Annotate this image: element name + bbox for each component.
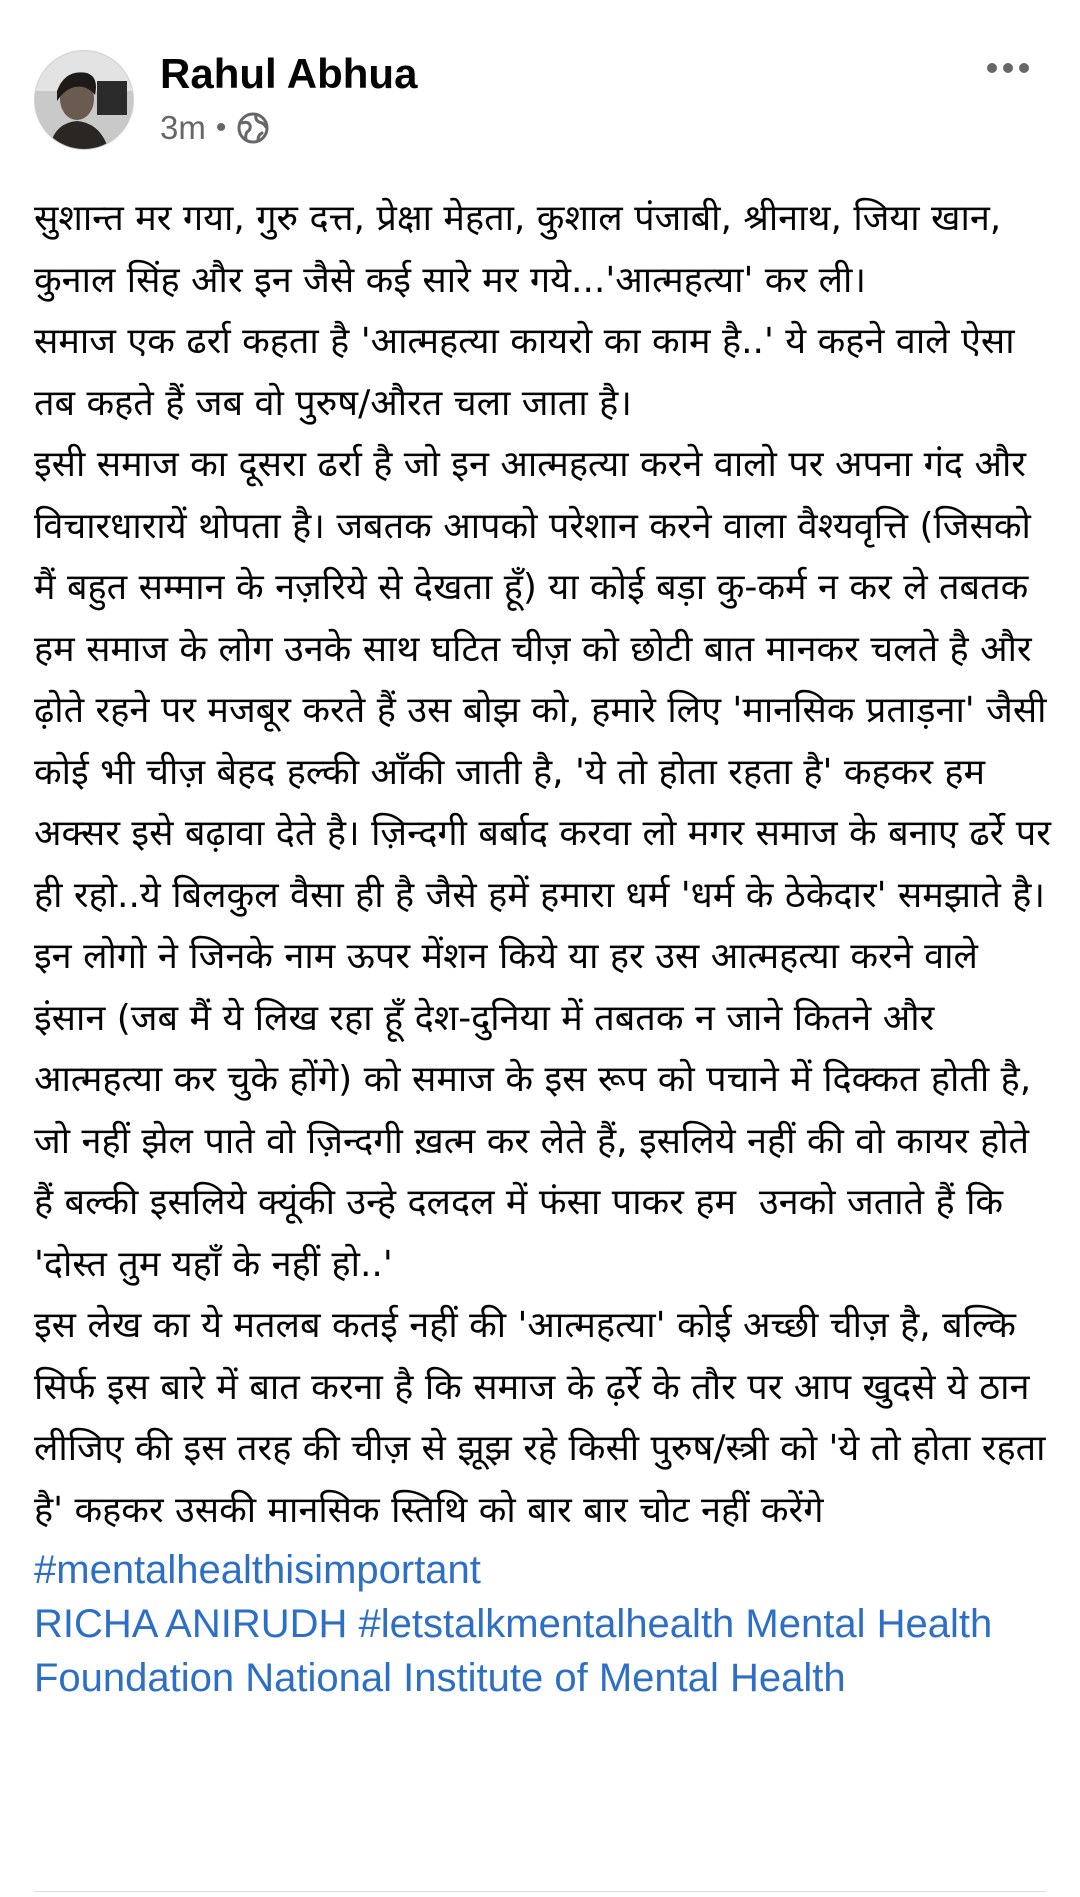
author-name[interactable]: Rahul Abhua (160, 50, 418, 97)
post-body (34, 188, 1063, 1705)
more-options-button[interactable] (976, 48, 1040, 88)
meta-separator: • (215, 111, 227, 144)
hashtag-mentalhealthisimportant[interactable]: #mentalhealthisimportant (34, 1548, 481, 1592)
globe-icon[interactable] (236, 111, 270, 145)
post-paragraph: इस लेख का ये मतलब कतई नहीं की 'आत्महत्या' कोई अच्छी चीज़ है, बल्कि सिर्फ इस बारे में बात करना है कि समाज के ढ़र्रे के तौर पर आप खुदसे ये ठान लीजिए की इस तरह की चीज़ से झूझ रहे किसी पुरुष/स्त्री को 'ये तो होता रहता है' कहकर उसकी मानसिक स्तिथि को बार बार चोट नहीं करेंगे (34, 1305, 1057, 1531)
tag-national-institute-of-mental-health[interactable]: National Institute of Mental Health (245, 1656, 846, 1700)
post-tags (34, 1543, 1054, 1705)
post-timestamp[interactable]: 3m (160, 109, 206, 146)
post-paragraph: सुशान्त मर गया, गुरु दत्त, प्रेक्षा मेहता, कुशाल पंजाबी, श्रीनाथ, जिया खान, कुनाल सिंह और इन जैसे कई सारे मर गये...'आत्महत्या' कर ली। (34, 198, 1013, 301)
tag-richa-anirudh[interactable]: RICHA ANIRUDH (34, 1602, 348, 1646)
post-header (0, 0, 1080, 150)
post-meta (160, 104, 270, 152)
post-paragraph: समाज एक ढर्रा कहता है 'आत्महत्या कायरो का काम है..' ये कहने वाले ऐसा तब कहते हैं जब वो पुरुष/औरत चला जाता है। (34, 321, 1027, 424)
avatar-image (35, 51, 134, 150)
post-paragraph: इन लोगो ने जिनके नाम ऊपर मेंशन किये या हर उस आत्महत्या करने वाले इंसान (जब मैं ये लिख रहा हूँ देश-दुनिया में तबतक न जाने कितने और आत्महत्या कर चुके होंगे) को समाज के इस रूप को पचाने में दिक्कत होती है, जो नहीं झेल पाते वो ज़िन्दगी ख़त्म कर लेते हैं, इसलिये नहीं की वो कायर होते हैं बल्की इसलिये क्यूंकी उन्हे दलदल में फंसा पाकर हम उनको जताते हैं कि 'दोस्त तुम यहाँ के नहीं हो..' (34, 936, 1043, 1285)
tag-mental-health-foundation[interactable]: Mental Health Foundation (34, 1602, 993, 1700)
author-avatar[interactable] (34, 50, 134, 150)
hashtag-letstalkmentalhealth[interactable]: #letstalkmentalhealth (358, 1602, 735, 1646)
post-paragraph: इसी समाज का दूसरा ढर्रा है जो इन आत्महत्या करने वालो पर अपना गंद और विचारधारायें थोपता है। जबतक आपको परेशान करने वाला वैश्यवृत्ति (जिसको मैं बहुत सम्मान के नज़रिये से देखता हूँ) या कोई बड़ा कु-कर्म न कर ले तबतक हम समाज के लोग उनके साथ घटित चीज़ को छोटी बात मानकर चलते है और ढ़ोते रहने पर मजबूर करते हैं उस बोझ को, हमारे लिए 'मानसिक प्रताड़ना' जैसी कोई भी चीज़ बेहद हल्की आँकी जाती है, 'ये तो होता रहता है' कहकर हम अक्सर इसे बढ़ावा देते है। ज़िन्दगी बर्बाद करवा लो मगर समाज के बनाए ढर्रे पर ही रहो..ये बिलकुल वैसा ही है जैसे हमें हमारा धर्म 'धर्म के ठेकेदार' समझाते है। (34, 444, 1063, 916)
more-horizontal-icon (986, 62, 1030, 74)
post-divider (34, 1891, 1046, 1892)
